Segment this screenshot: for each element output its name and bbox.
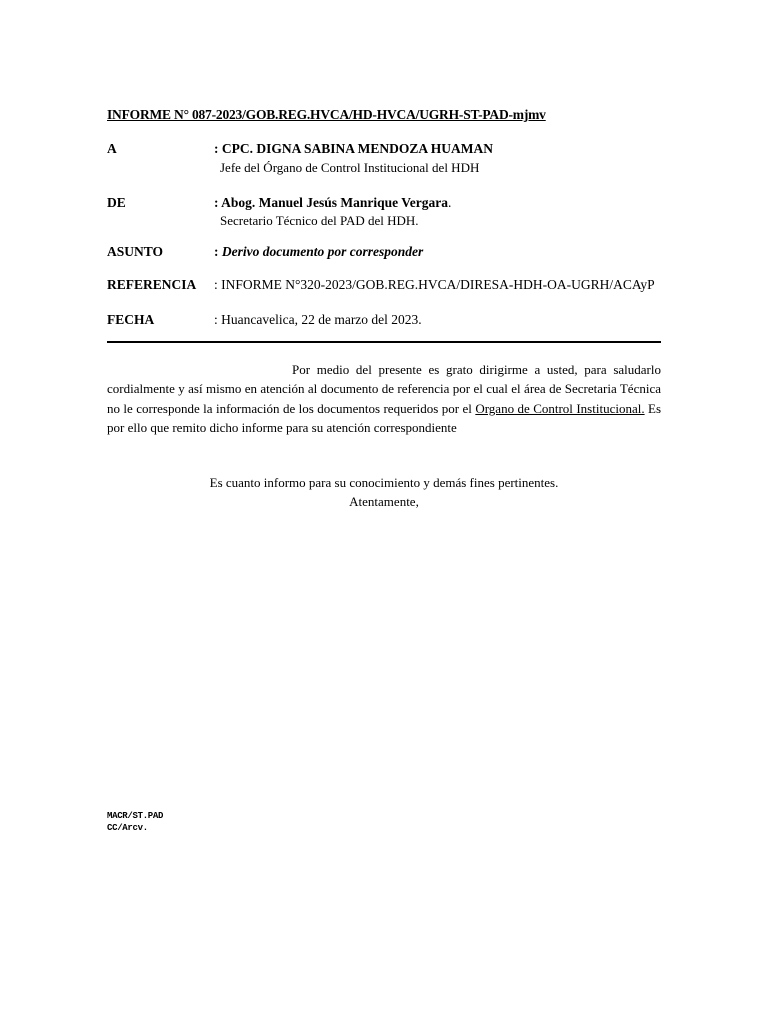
reference-label: REFERENCIA bbox=[107, 277, 197, 292]
reference-value: : INFORME N°320-2023/GOB.REG.HVCA/DIRESA-HDH-OA-UGRH/ACAyP bbox=[214, 277, 655, 292]
recipient-title: Jefe del Órgano de Control Institucional del HDH bbox=[220, 160, 480, 175]
footer-line-2: CC/Arcv. bbox=[107, 823, 148, 833]
header-divider bbox=[107, 341, 661, 343]
date-value: : Huancavelica, 22 de marzo del 2023. bbox=[214, 312, 422, 327]
sender-prefix: : bbox=[214, 195, 222, 210]
sender-label: DE bbox=[107, 195, 126, 210]
subject-label: ASUNTO bbox=[107, 244, 164, 259]
report-title: INFORME N° 087-2023/GOB.REG.HVCA/HD-HVCA/UGRH-ST-PAD-mjmv bbox=[107, 107, 546, 122]
body-text-part1: Por medio del presente es grato dirigirme a usted, para saludarlo cordialmente y así mismo en atención al documento de referencia por el cual el área de Secretaria Técnica no le corresponde la información de los documentos requeridos por el bbox=[107, 362, 661, 416]
subject-prefix: : bbox=[214, 244, 222, 259]
subject-text: Derivo documento por corresponder bbox=[221, 244, 424, 259]
footer-line-1: MACR/ST.PAD bbox=[107, 811, 164, 821]
closing-block bbox=[107, 473, 661, 511]
closing-line: Es cuanto informo para su conocimiento y demás fines pertinentes. bbox=[209, 475, 559, 490]
body-paragraph bbox=[107, 360, 661, 438]
sign-off: Atentamente, bbox=[349, 494, 419, 509]
body-text-part2: Es por ello que remito dicho informe para su atención correspondiente bbox=[107, 400, 662, 436]
recipient-name: : CPC. DIGNA SABINA MENDOZA HUAMAN bbox=[214, 141, 494, 156]
body-text-underlined: Organo de Control Institucional. bbox=[475, 400, 645, 416]
footer-initials bbox=[107, 810, 163, 834]
date-label: FECHA bbox=[107, 312, 155, 327]
sender-title: Secretario Técnico del PAD del HDH. bbox=[220, 213, 419, 228]
sender-suffix: . bbox=[448, 195, 452, 210]
sender-value bbox=[214, 195, 451, 211]
recipient-label: A bbox=[107, 141, 117, 156]
sender-name: Abog. Manuel Jesús Manrique Vergara bbox=[221, 195, 449, 210]
subject-value bbox=[214, 244, 423, 260]
